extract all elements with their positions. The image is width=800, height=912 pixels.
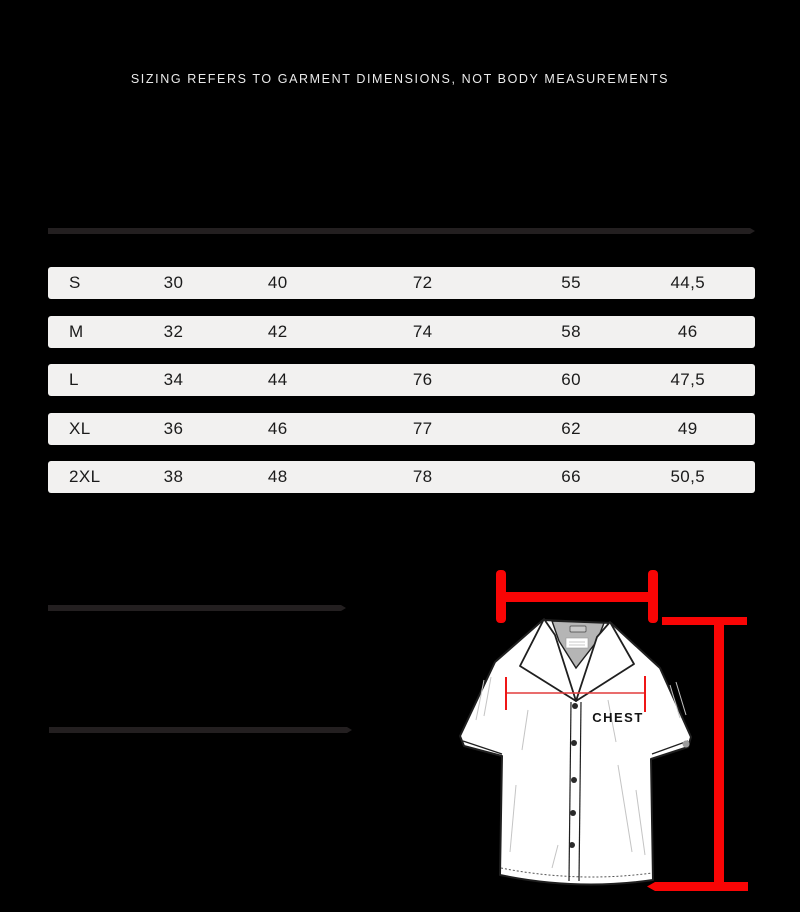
sleeve-button [683,741,690,748]
value-cell: 42 [267,321,288,341]
size-label: 2XL [69,467,101,486]
size-row-m [48,316,755,348]
value-cell: 34 [163,370,184,389]
sizing-note: SIZING REFERS TO GARMENT DIMENSIONS, NOT BODY MEASUREMENTS [130,72,670,86]
size-label: L [69,370,79,389]
value-cell: 76 [412,370,433,389]
size-label: S [69,273,81,292]
value-cell: 74 [412,321,433,341]
value-cell: 58 [561,321,581,341]
value-cell: 30 [163,273,184,292]
size-label: XL [69,418,91,438]
value-cell: 47,5 [670,370,706,389]
value-cell: 38 [163,467,184,486]
value-cell: 50,5 [670,467,706,486]
size-row-xl [48,413,755,445]
value-cell: 46 [267,418,288,438]
value-cell: 78 [412,467,433,486]
chest-label: CHEST [592,710,644,725]
neck-label [566,638,588,648]
value-cell: 40 [267,273,288,292]
value-cell: 62 [561,418,581,438]
value-cell: 48 [267,467,288,486]
value-cell: 46 [677,321,698,341]
size-label: M [69,321,84,341]
legend-bar-2 [49,727,352,733]
value-cell: 55 [561,273,581,292]
value-cell: 44 [267,370,288,389]
value-cell: 36 [163,418,184,438]
width-measurement-marker [496,570,658,623]
value-cell: 60 [561,370,581,389]
table-header-bar [48,228,755,234]
size-row-s [48,267,755,299]
value-cell: 72 [412,273,433,292]
size-row-2xl [48,461,755,493]
value-cell: 49 [677,418,698,438]
value-cell: 66 [561,467,581,486]
shirt-illustration [460,619,691,884]
size-row-l [48,364,755,396]
value-cell: 77 [412,418,433,438]
shirt-measurement-diagram [440,550,800,912]
value-cell: 44,5 [670,273,706,292]
value-cell: 32 [163,321,184,341]
legend-bar-1 [48,605,346,611]
size-table [48,267,755,493]
